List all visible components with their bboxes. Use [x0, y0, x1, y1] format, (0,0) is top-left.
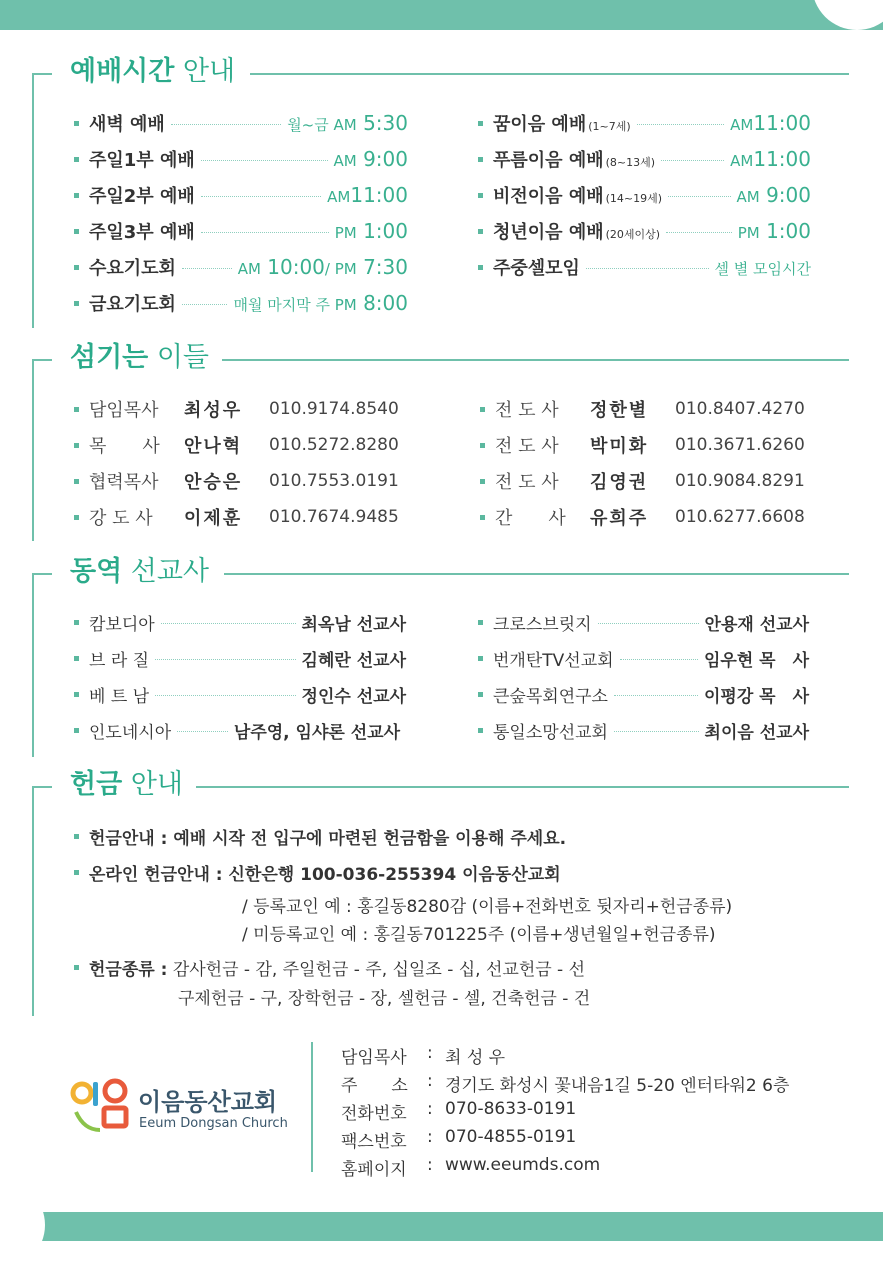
worship-row: 수요기도회 AM 10:00/ PM 7:30 — [74, 254, 408, 280]
church-logo — [70, 1078, 290, 1138]
staff-section-rule — [32, 359, 34, 541]
mission-row: 인도네시아 남주영, 임샤론 선교사 — [74, 717, 400, 743]
mission-row: 큰숲목회연구소 이평강 목 사 — [478, 681, 809, 707]
worship-row: 비전이음 예배 (14~19세) AM 9:00 — [478, 182, 811, 208]
worship-section-rule — [32, 73, 34, 328]
mission-row: 베 트 남 정인수 선교사 — [74, 681, 406, 707]
mission-row: 통일소망선교회 최이음 선교사 — [478, 717, 809, 743]
contact-row: 홈페이지 : www.eeumds.com — [341, 1155, 601, 1180]
bottom-band — [0, 1212, 883, 1241]
online-offering-line: 온라인 헌금안내 : 신한은행 100-036-255394 이음동산교회 — [74, 859, 561, 885]
worship-row: 푸름이음 예배 (8~13세) AM11:00 — [478, 146, 811, 172]
contact-row: 담임목사 : 최 성 우 — [341, 1043, 506, 1068]
worship-row: 주일2부 예배 AM11:00 — [74, 182, 408, 208]
mission-row: 번개탄TV선교회 임우현 목 사 — [478, 645, 809, 671]
staff-row: 담임목사 최성우 010.9174.8540 — [74, 396, 399, 422]
unregistered-example: / 미등록교인 예 : 홍길동701225주 (이름+생년월일+헌금종류) — [242, 925, 716, 945]
offering-types-line: 헌금종류 : 감사헌금 - 감, 주일헌금 - 주, 십일조 - 십, 선교헌금 - 선 — [74, 954, 585, 980]
staff-row: 간 사 유희주 010.6277.6608 — [480, 504, 805, 530]
contact-row: 전화번호 : 070-8633-0191 — [341, 1099, 577, 1124]
staff-row: 강 도 사 이제훈 010.7674.9485 — [74, 504, 399, 530]
staff-row: 목 사 안나혁 010.5272.8280 — [74, 432, 399, 458]
worship-row: 주일3부 예배 PM 1:00 — [74, 218, 408, 244]
mission-row: 크로스브릿지 안용재 선교사 — [478, 609, 809, 635]
worship-row: 주일1부 예배 AM 9:00 — [74, 146, 408, 172]
worship-row: 청년이음 예배 (20세이상) PM 1:00 — [478, 218, 811, 244]
contact-row: 주 소 : 경기도 화성시 꽃내음1길 5-20 엔터타워2 6층 — [341, 1071, 790, 1096]
church-name: 이음동산교회 — [138, 1088, 278, 1116]
registered-example: / 등록교인 예 : 홍길동8280감 (이름+전화번호 뒷자리+헌금종류) — [242, 897, 733, 917]
homepage-link[interactable]: www.eeumds.com — [445, 1155, 601, 1175]
bottom-band-curve — [0, 1180, 45, 1270]
offering-types-line2: 구제헌금 - 구, 장학헌금 - 장, 셀헌금 - 셀, 건축헌금 - 건 — [178, 989, 591, 1009]
worship-row: 금요기도회 매월 마지막 주 PM 8:00 — [74, 290, 408, 316]
top-band — [0, 0, 883, 30]
worship-row: 꿈이음 예배 (1~7세) AM11:00 — [478, 110, 811, 136]
missions-section-rule — [32, 573, 34, 757]
staff-row: 전 도 사 김영권 010.9084.8291 — [480, 468, 805, 494]
staff-row: 협력목사 안승은 010.7553.0191 — [74, 468, 399, 494]
staff-row: 전 도 사 박미화 010.3671.6260 — [480, 432, 805, 458]
worship-row: 주중셀모임 셀 별 모임시간 — [478, 254, 811, 280]
offering-line: 헌금안내 : 예배 시작 전 입구에 마련된 헌금함을 이용해 주세요. — [74, 823, 566, 849]
staff-row: 전 도 사 정한별 010.8407.4270 — [480, 396, 805, 422]
missions-title: 동역 선교사 — [68, 554, 215, 590]
offering-title: 헌금 안내 — [68, 767, 189, 803]
offering-section-rule — [32, 786, 34, 1016]
church-logo-icon — [70, 1078, 134, 1138]
footer-divider — [311, 1042, 313, 1172]
mission-row: 브 라 질 김혜란 선교사 — [74, 645, 406, 671]
staff-title: 섬기는 이들 — [68, 340, 215, 376]
church-name-english: Eeum Dongsan Church — [139, 1116, 288, 1131]
mission-row: 캄보디아 최옥남 선교사 — [74, 609, 406, 635]
contact-row: 팩스번호 : 070-4855-0191 — [341, 1127, 577, 1152]
worship-title: 예배시간 안내 — [68, 54, 241, 90]
worship-row: 새벽 예배 월~금 AM 5:30 — [74, 110, 408, 136]
